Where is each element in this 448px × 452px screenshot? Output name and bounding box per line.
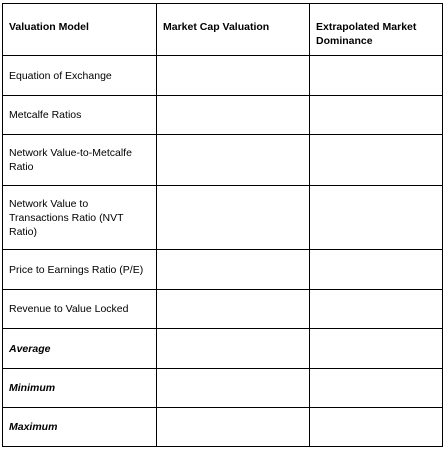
table-row <box>3 186 443 250</box>
dominance-cell[interactable] <box>310 56 443 96</box>
table-row <box>3 56 443 96</box>
dominance-cell[interactable] <box>310 369 443 408</box>
market-cap-cell[interactable] <box>157 186 310 250</box>
dominance-cell[interactable] <box>310 186 443 250</box>
table-row <box>3 408 443 447</box>
header-extrapolated-market-dominance: Extrapolated Market Dominance <box>310 4 443 56</box>
market-cap-cell[interactable] <box>157 369 310 408</box>
valuation-table <box>2 3 443 447</box>
row-label: Network Value to Transactions Ratio (NVT Ratio) <box>3 186 157 250</box>
table-row <box>3 329 443 369</box>
header-market-cap-valuation: Market Cap Valuation <box>157 4 310 56</box>
dominance-cell[interactable] <box>310 135 443 186</box>
row-label: Minimum <box>3 369 157 408</box>
market-cap-cell[interactable] <box>157 408 310 447</box>
table-header-row <box>3 4 443 56</box>
row-label: Average <box>3 329 157 369</box>
market-cap-cell[interactable] <box>157 96 310 135</box>
row-label: Equation of Exchange <box>3 56 157 96</box>
market-cap-cell[interactable] <box>157 56 310 96</box>
market-cap-cell[interactable] <box>157 329 310 369</box>
dominance-cell[interactable] <box>310 250 443 290</box>
table-row <box>3 135 443 186</box>
dominance-cell[interactable] <box>310 96 443 135</box>
dominance-cell[interactable] <box>310 290 443 329</box>
row-label: Price to Earnings Ratio (P/E) <box>3 250 157 290</box>
row-label: Metcalfe Ratios <box>3 96 157 135</box>
dominance-cell[interactable] <box>310 408 443 447</box>
row-label: Network Value-to-Metcalfe Ratio <box>3 135 157 186</box>
table-row <box>3 96 443 135</box>
market-cap-cell[interactable] <box>157 135 310 186</box>
row-label: Maximum <box>3 408 157 447</box>
table-row <box>3 250 443 290</box>
table-row <box>3 369 443 408</box>
market-cap-cell[interactable] <box>157 250 310 290</box>
dominance-cell[interactable] <box>310 329 443 369</box>
table-row <box>3 290 443 329</box>
header-valuation-model: Valuation Model <box>3 4 157 56</box>
row-label: Revenue to Value Locked <box>3 290 157 329</box>
market-cap-cell[interactable] <box>157 290 310 329</box>
